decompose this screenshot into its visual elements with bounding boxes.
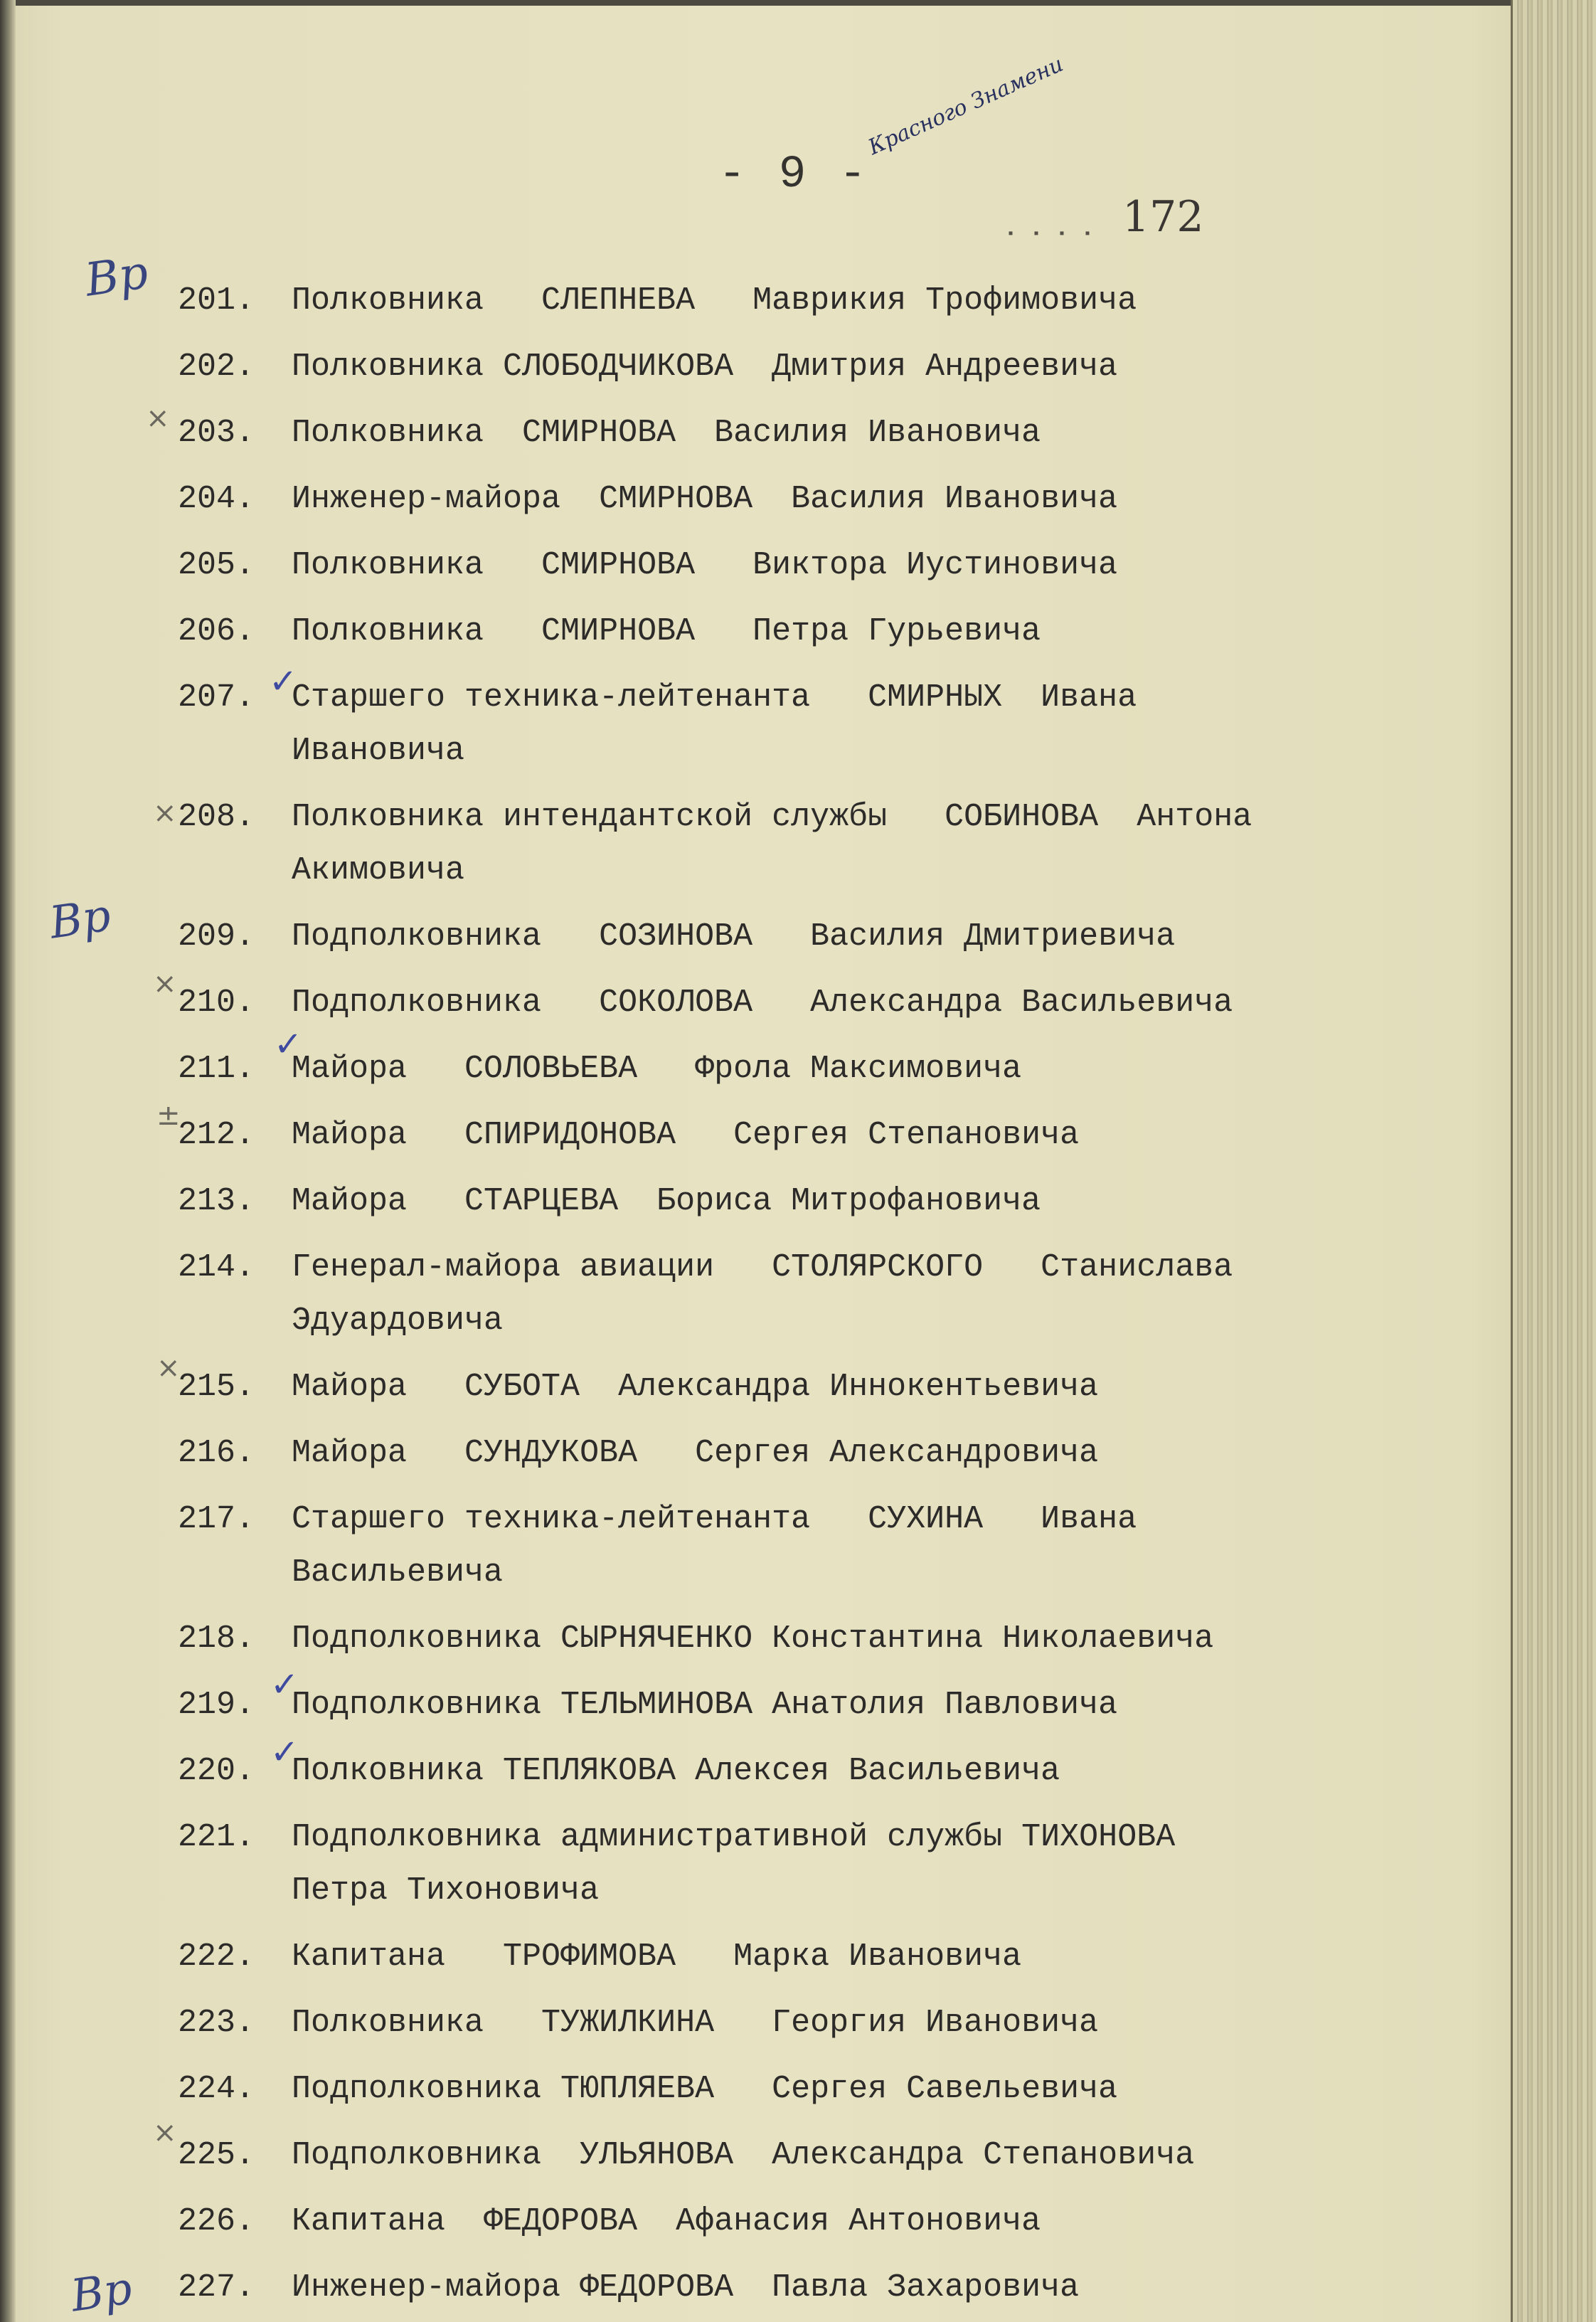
list-item (178, 2128, 1494, 2182)
entry-text: Полковника интендантской службы СОБИНОВА Антона Акимовича (292, 799, 1252, 889)
entry-text: Полковника СЛОБОДЧИКОВА Дмитрия Андреевича (292, 349, 1118, 385)
entry-text: Подполковника УЛЬЯНОВА Александра Степановича (292, 2137, 1195, 2173)
entry-text: Майора СПИРИДОНОВА Сергея Степановича (292, 1117, 1080, 1153)
pencil-tick-icon: × (153, 2116, 177, 2149)
entry-number: 207. (178, 679, 255, 716)
list-item (178, 910, 1494, 963)
scan-top-edge (0, 0, 1596, 6)
folio-number: 172 (1122, 192, 1204, 242)
entry-text: Майора СТАРЦЕВА Бориса Митрофановича (292, 1183, 1041, 1219)
entry-number: 203. (178, 415, 255, 451)
entry-text: Подполковника административной службы ТИХОНОВА Петра Тихоновича (292, 1819, 1176, 1909)
page-number: - 9 - (718, 149, 870, 201)
entry-number: 216. (178, 1435, 255, 1471)
entry-number: 208. (178, 799, 255, 835)
entry-number: 204. (178, 481, 255, 517)
list-item (178, 406, 1494, 460)
list-item (178, 1930, 1494, 1983)
list-item (178, 1744, 1494, 1798)
list-item (178, 976, 1494, 1029)
entry-number: 223. (178, 2005, 255, 2041)
entry-number: 224. (178, 2071, 255, 2107)
entry-text: Подполковника СОЗИНОВА Василия Дмитриевича (292, 918, 1176, 955)
list-item (178, 1612, 1494, 1665)
pencil-tick-icon: × (153, 968, 177, 1000)
entry-text: Полковника ТУЖИЛКИНА Георгия Ивановича (292, 2005, 1099, 2041)
blue-checkmark-icon: ✓ (269, 662, 298, 701)
entry-number: 212. (178, 1117, 255, 1153)
entry-number: 214. (178, 1249, 255, 1285)
entry-text: Подполковника ТЮПЛЯЕВА Сергея Савельевича (292, 2071, 1118, 2107)
list-item (178, 2195, 1494, 2248)
margin-mark-vr: Вр (82, 246, 151, 307)
entry-text: Подполковника СЫРНЯЧЕНКО Константина Николаевича (292, 1621, 1214, 1657)
list-item (178, 1811, 1494, 1917)
list-item (178, 2261, 1494, 2314)
award-list (178, 274, 1494, 2322)
pencil-tick-icon: × (146, 402, 170, 435)
binding-left-edge (0, 0, 16, 2322)
entry-text: Генерал-майора авиации СТОЛЯРСКОГО Станислава Эдуардовича (292, 1249, 1233, 1339)
pencil-tick-icon: × (156, 1352, 181, 1384)
folio-underline-mark: ▪ ▪ ▪ ▪ (1006, 226, 1097, 243)
list-item (178, 1426, 1494, 1480)
pencil-tick-icon: × (153, 797, 177, 829)
entry-number: 227. (178, 2269, 255, 2306)
entry-number: 202. (178, 349, 255, 385)
entry-text: Инженер-майора СМИРНОВА Василия Ивановича (292, 481, 1118, 517)
entry-text: Полковника СМИРНОВА Василия Ивановича (292, 415, 1041, 451)
entry-text: Старшего техника-лейтенанта СМИРНЫХ Ивана Ивановича (292, 679, 1137, 769)
entry-number: 209. (178, 918, 255, 955)
entry-number: 221. (178, 1819, 255, 1855)
list-item (178, 1042, 1494, 1096)
entry-number: 213. (178, 1183, 255, 1219)
blue-checkmark-icon: ✓ (270, 1665, 299, 1705)
entry-text: Подполковника СОКОЛОВА Александра Васильевича (292, 985, 1233, 1021)
list-item (178, 1996, 1494, 2050)
list-item (178, 790, 1494, 897)
entry-text: Полковника СМИРНОВА Виктора Иустиновича (292, 547, 1118, 583)
list-item (178, 274, 1494, 327)
entry-number: 217. (178, 1501, 255, 1537)
list-item (178, 2062, 1494, 2116)
list-item (178, 1175, 1494, 1228)
entry-number: 220. (178, 1753, 255, 1789)
page-header (0, 149, 1508, 256)
entry-number: 215. (178, 1369, 255, 1405)
entry-text: Старшего техника-лейтенанта СУХИНА Ивана Васильевича (292, 1501, 1137, 1591)
entry-text: Майора СУБОТА Александра Иннокентьевича (292, 1369, 1099, 1405)
entry-number: 205. (178, 547, 255, 583)
entry-number: 206. (178, 613, 255, 650)
list-item (178, 1678, 1494, 1732)
entry-text: Капитана ТРОФИМОВА Марка Ивановича (292, 1939, 1022, 1975)
entry-text: Майора СУНДУКОВА Сергея Александровича (292, 1435, 1099, 1471)
entry-number: 210. (178, 985, 255, 1021)
list-item (178, 1241, 1494, 1347)
list-item (178, 1360, 1494, 1414)
list-item (178, 340, 1494, 393)
list-item (178, 605, 1494, 658)
entry-number: 219. (178, 1687, 255, 1723)
entry-number: 211. (178, 1051, 255, 1087)
page-stack-edge (1511, 0, 1596, 2322)
list-item (178, 1493, 1494, 1599)
list-item (178, 472, 1494, 526)
list-item (178, 539, 1494, 592)
list-item (178, 671, 1494, 778)
pencil-tick-icon: ± (156, 1099, 181, 1132)
list-item (178, 1108, 1494, 1162)
margin-mark-vr: Вр (68, 2262, 135, 2322)
entry-number: 218. (178, 1621, 255, 1657)
entry-number: 201. (178, 282, 255, 319)
blue-checkmark-icon: ✓ (274, 1024, 303, 1064)
handwritten-stamp-text: Красного Знамени (864, 51, 1068, 160)
blue-checkmark-icon: ✓ (270, 1732, 299, 1772)
entry-text: Подполковника ТЕЛЬМИНОВА Анатолия Павловича (292, 1687, 1118, 1723)
entry-number: 226. (178, 2203, 255, 2239)
entry-text: Полковника ТЕПЛЯКОВА Алексея Васильевича (292, 1753, 1060, 1789)
entry-text: Полковника СМИРНОВА Петра Гурьевича (292, 613, 1041, 650)
entry-text: Капитана ФЕДОРОВА Афанасия Антоновича (292, 2203, 1041, 2239)
entry-number: 222. (178, 1939, 255, 1975)
margin-mark-vr: Вр (46, 889, 114, 949)
entry-text: Майора СОЛОВЬЕВА Фрола Максимовича (292, 1051, 1022, 1087)
entry-text: Инженер-майора ФЕДОРОВА Павла Захаровича (292, 2269, 1080, 2306)
entry-number: 225. (178, 2137, 255, 2173)
entry-text: Полковника СЛЕПНЕВА Маврикия Трофимовича (292, 282, 1137, 319)
